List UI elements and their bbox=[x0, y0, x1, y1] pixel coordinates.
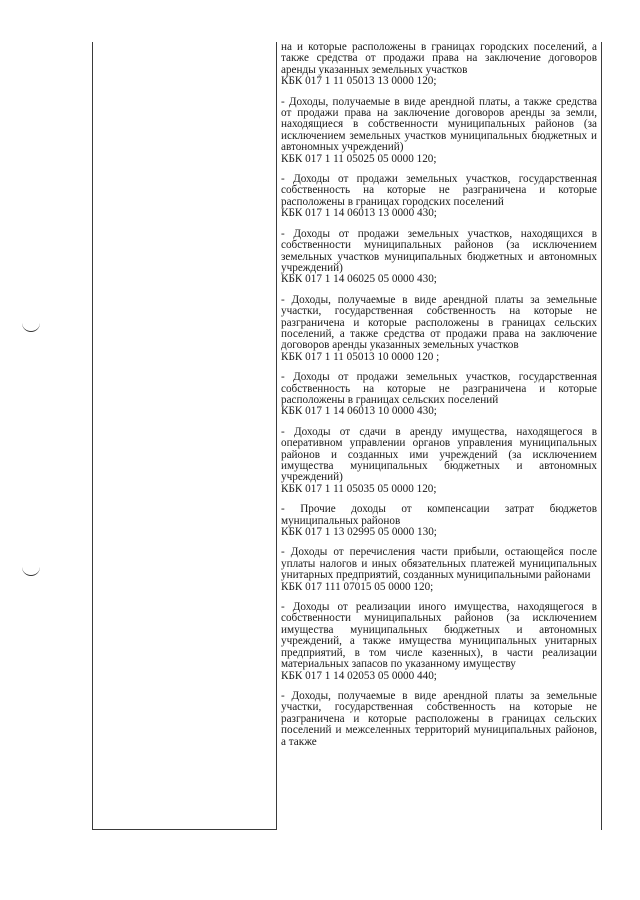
table-border-left bbox=[92, 42, 93, 830]
revenue-entry bbox=[281, 229, 597, 286]
kbk-code: КБК 017 1 14 06025 05 0000 430; bbox=[281, 273, 437, 286]
revenue-description: - Доходы от перечисления части прибыли, остающейся после уплаты налогов и иных обязательных платежей муниципальных унитарных предприятий, созданных муниципальными районами bbox=[281, 546, 597, 582]
revenue-entry bbox=[281, 295, 597, 363]
revenue-description: - Доходы от продажи земельных участков, государственная собственность на которые не разграничена и которые расположены в границах сельских поселений bbox=[281, 371, 597, 406]
binder-hole-mark bbox=[22, 323, 40, 332]
kbk-code: КБК 017 1 11 05013 13 0000 120; bbox=[281, 75, 437, 88]
revenue-entry bbox=[281, 372, 597, 418]
revenue-description: - Доходы, получаемые в виде арендной платы за земельные участки, государственная собственность на которые не разграничена и которые расположены в границах сельских поселений и межселенных территорий муниципальных районов, а также bbox=[281, 689, 597, 748]
binder-hole-mark bbox=[22, 567, 40, 576]
revenue-entry bbox=[281, 691, 597, 748]
revenue-description: - Доходы от сдачи в аренду имущества, находящегося в оперативном управлении органов управления муниципальных районов и созданных ими учреждений (за исключением имущества муниципальных бюджетных и автономных учреждений) bbox=[281, 425, 597, 484]
revenue-description: - Доходы, получаемые в виде арендной платы, а также средства от продажи права на заключение договоров аренды за земли, находящиеся в собственности муниципальных районов (за исключением земельных участков муниципальных бюджетных и автономных учреждений) bbox=[281, 95, 597, 154]
revenue-description: - Доходы от реализации иного имущества, находящегося в собственности муниципальных районов (за исключением имущества муниципальных бюджетных и автономных учреждений, а также имущества муниципальных унитарных предприятий, в том числе казенных), в части реализации материальных запасов по указанному имуществу bbox=[281, 601, 597, 671]
kbk-code: КБК 017 1 11 05035 05 0000 120; bbox=[281, 482, 437, 495]
revenue-entry bbox=[281, 427, 597, 495]
revenue-description: - Доходы, получаемые в виде арендной платы за земельные участки, государственная собственность на которые не разграничена и которые расположены в границах сельских поселений, а также средства от продажи права на заключение договоров аренды указанных земельных участков bbox=[281, 293, 597, 352]
table-border-right bbox=[601, 42, 602, 830]
revenue-description: на и которые расположены в границах городских поселений, а также средства от продажи права на заключение договоров аренды указанных земельных участков bbox=[281, 41, 597, 76]
revenue-entry bbox=[281, 547, 597, 593]
revenue-entry bbox=[281, 42, 597, 88]
revenue-description: - Доходы от продажи земельных участков, находящихся в собственности муниципальных районов (за исключением земельных участков муниципальных бюджетных и автономных учреждений) bbox=[281, 227, 597, 274]
revenue-entry bbox=[281, 504, 597, 538]
kbk-code: КБК 017 1 13 02995 05 0000 130; bbox=[281, 526, 437, 539]
revenue-entry bbox=[281, 602, 597, 682]
kbk-code: КБК 017 1 11 05013 10 0000 120 ; bbox=[281, 350, 440, 363]
revenue-description: - Доходы от продажи земельных участков, государственная собственность на которые не разграничена и которые расположены в границах городских поселений bbox=[281, 173, 597, 208]
revenue-entry bbox=[281, 174, 597, 220]
kbk-code: КБК 017 1 14 02053 05 0000 440; bbox=[281, 669, 437, 682]
kbk-code: КБК 017 1 14 06013 10 0000 430; bbox=[281, 405, 437, 418]
revenue-description: - Прочие доходы от компенсации затрат бюджетов муниципальных районов bbox=[281, 503, 597, 527]
kbk-code: КБК 017 1 11 05025 05 0000 120; bbox=[281, 152, 437, 165]
revenue-list bbox=[281, 42, 597, 757]
kbk-code: КБК 017 111 07015 05 0000 120; bbox=[281, 580, 434, 593]
table-border-middle bbox=[276, 42, 277, 830]
kbk-code: КБК 017 1 14 06013 13 0000 430; bbox=[281, 207, 437, 220]
table-border-bottom-left-cell bbox=[92, 829, 277, 830]
revenue-entry bbox=[281, 97, 597, 165]
